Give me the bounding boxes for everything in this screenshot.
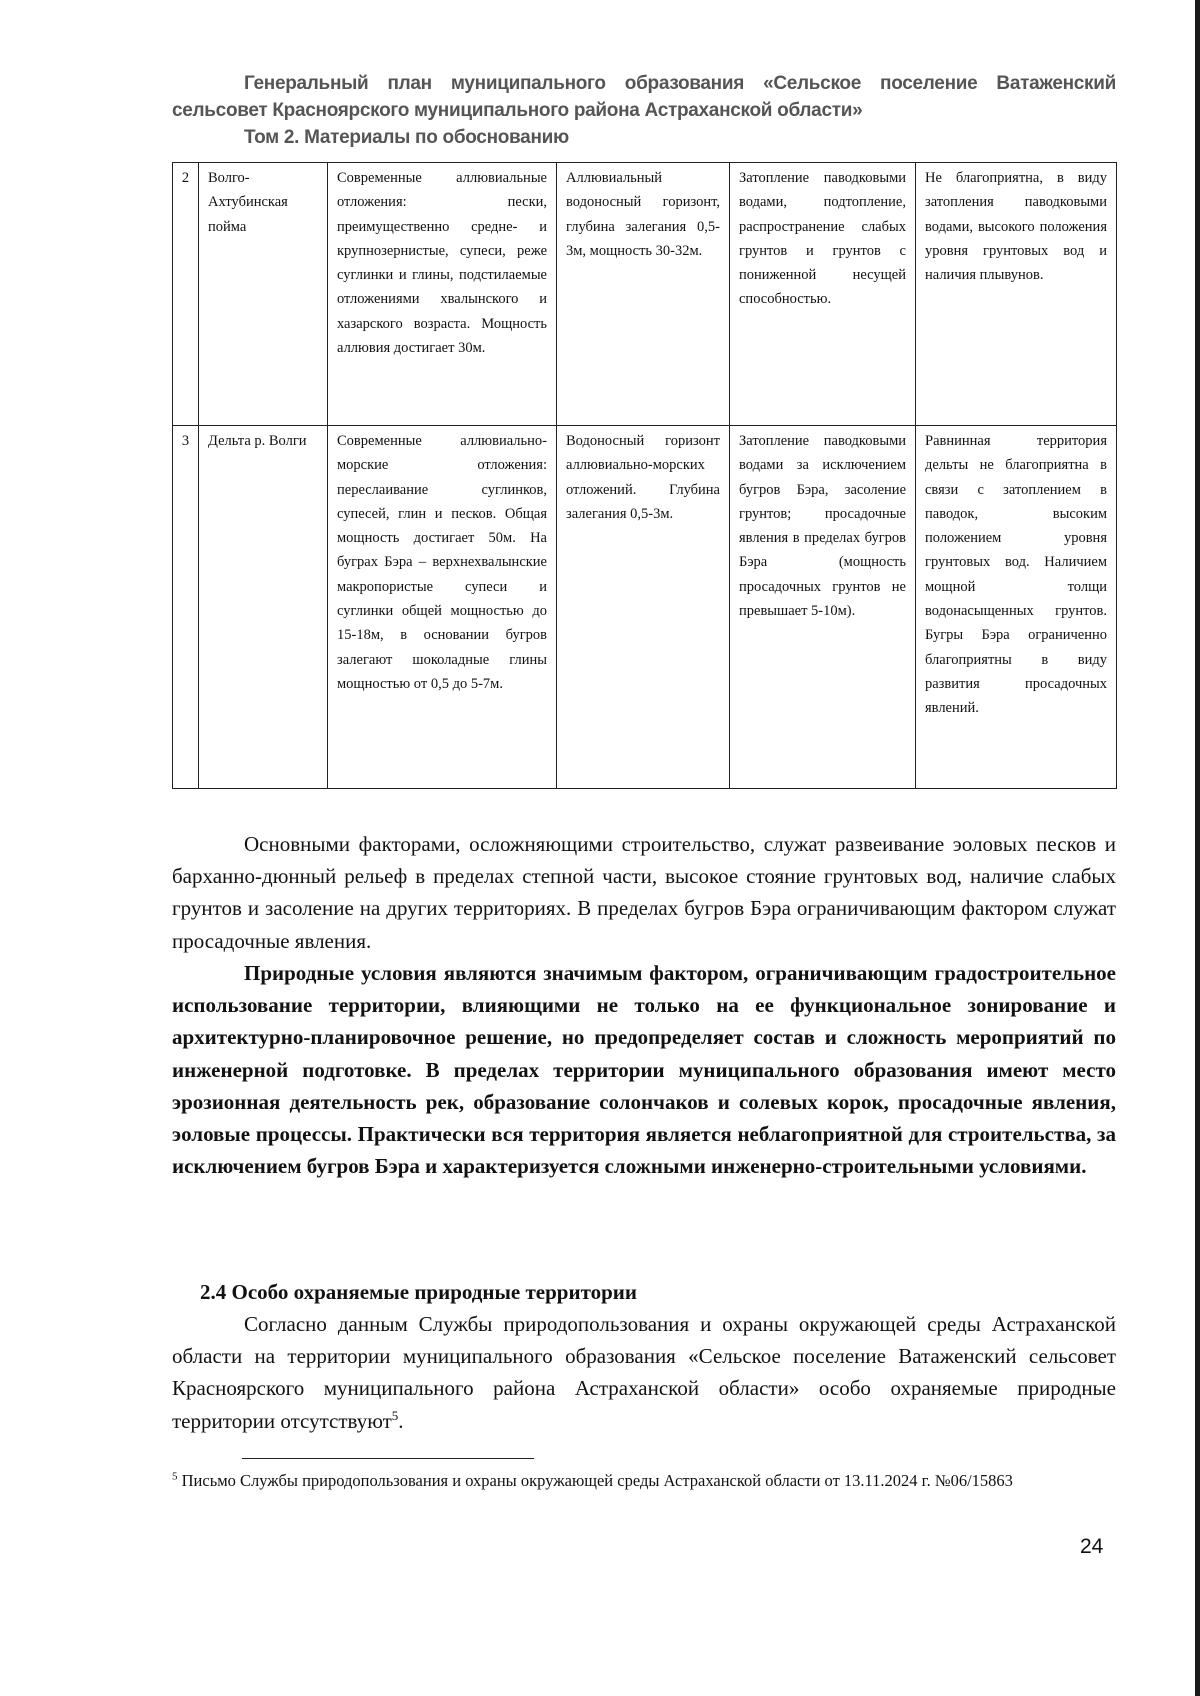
zone-name: Дельта р. Волги <box>199 426 328 789</box>
paragraph-natural-conditions <box>172 957 1116 1182</box>
table-row <box>173 426 1117 789</box>
paragraph-protected-areas <box>172 1308 1116 1437</box>
row-number: 2 <box>173 163 199 426</box>
zone-name: Волго-Ахтубинская пойма <box>199 163 328 426</box>
processes-cell: Затопление паводковыми водами, подтопление, распространение слабых грунтов и грунтов с пониженной несущей способностью. <box>730 163 916 426</box>
aquifer-cell: Водоносный горизонт аллювиально-морских отложений. Глубина залегания 0,5-3м. <box>557 426 730 789</box>
header-volume: Том 2. Материалы по обоснованию <box>244 127 569 148</box>
table-row <box>173 163 1117 426</box>
paragraph-body: Согласно данным Службы природопользования и охраны окружающей среды Астраханской области на территории муниципального образования «Сельское поселение Ватаженский сельсовет Красноярского муниципального района Астраханской области» особо охраняемые природные территории отсутствуют <box>172 1312 1116 1433</box>
deposits-cell: Современные аллювиальные отложения: пески, преимущественно средне- и крупнозернистые, супеси, реже суглинки и глины, подстилаемые отложениями хвалынского и хазарского возраста. Мощность аллювия достигает 30м. <box>328 163 557 426</box>
footnote-reference[interactable]: 5 <box>391 1407 399 1423</box>
paragraph-construction-factors <box>172 828 1116 957</box>
page-edge <box>1195 0 1200 1696</box>
deposits-cell: Современные аллювиально-морские отложения: переслаивание суглинков, супесей, глин и песков. Общая мощность достигает 50м. На буграх Бэра – верхнехвалынские макропористые супеси и суглинки общей мощностью до 15-18м, в основании бугров залегают шоколадные глины мощностью от 0,5 до 5-7м. <box>328 426 557 789</box>
footnote-separator <box>242 1458 534 1459</box>
header-line-1: Генеральный план муниципального образования «Сельское поселение Ватаженский <box>244 73 1116 94</box>
footnote <box>172 1468 1116 1493</box>
assessment-cell: Не благоприятна, в виду затопления паводковыми водами, высокого положения уровня грунтовых вод и наличия плывунов. <box>916 163 1117 426</box>
page-number: 24 <box>1080 1535 1104 1558</box>
processes-cell: Затопление паводковыми водами за исключением бугров Бэра, засоление грунтов; просадочные явления в пределах бугров Бэра (мощность просадочных грунтов не превышает 5-10м). <box>730 426 916 789</box>
section-heading: 2.4 Особо охраняемые природные территории <box>200 1280 637 1304</box>
footnote-mark: 5 <box>172 1470 178 1483</box>
paragraph-end: . <box>398 1408 404 1433</box>
assessment-cell: Равнинная территория дельты не благоприятна в связи с затоплением в паводок, высоким положением уровня грунтовых вод. Наличием мощной толщи водонасыщенных грунтов. Бугры Бэра ограниченно благоприятны в виду развития просадочных явлений. <box>916 426 1117 789</box>
geology-table <box>172 162 1117 789</box>
header-line-2: сельсовет Красноярского муниципального района Астраханской области» <box>172 100 863 121</box>
footnote-text: Письмо Службы природопользования и охраны окружающей среды Астраханской области от 13.11.2024 г. №06/15863 <box>177 1471 1013 1490</box>
row-number: 3 <box>173 426 199 789</box>
paragraph-text <box>172 1308 1116 1437</box>
aquifer-cell: Аллювиальный водоносный горизонт, глубина залегания 0,5-3м, мощность 30-32м. <box>557 163 730 426</box>
paragraph-text: Основными факторами, осложняющими строительство, служат развеивание эоловых песков и барханно-дюнный рельеф в пределах степной части, высокое стояние грунтовых вод, наличие слабых грунтов и засоление на других территориях. В пределах бугров Бэра ограничивающим фактором служат просадочные явления. <box>172 832 1116 953</box>
document-header <box>172 70 1116 151</box>
paragraph-text: Природные условия являются значимым фактором, ограничивающим градостроительное использование территории, влияющими не только на ее функциональное зонирование и архитектурно-планировочное решение, но предопределяет состав и сложность мероприятий по инженерной подготовке. В пределах территории муниципального образования имеют место эрозионная деятельность рек, образование солончаков и солевых корок, просадочные явления, эоловые процессы. Практически вся территория является неблагоприятной для строительства, за исключением бугров Бэра и характеризуется сложными инженерно-строительными условиями. <box>172 961 1116 1179</box>
